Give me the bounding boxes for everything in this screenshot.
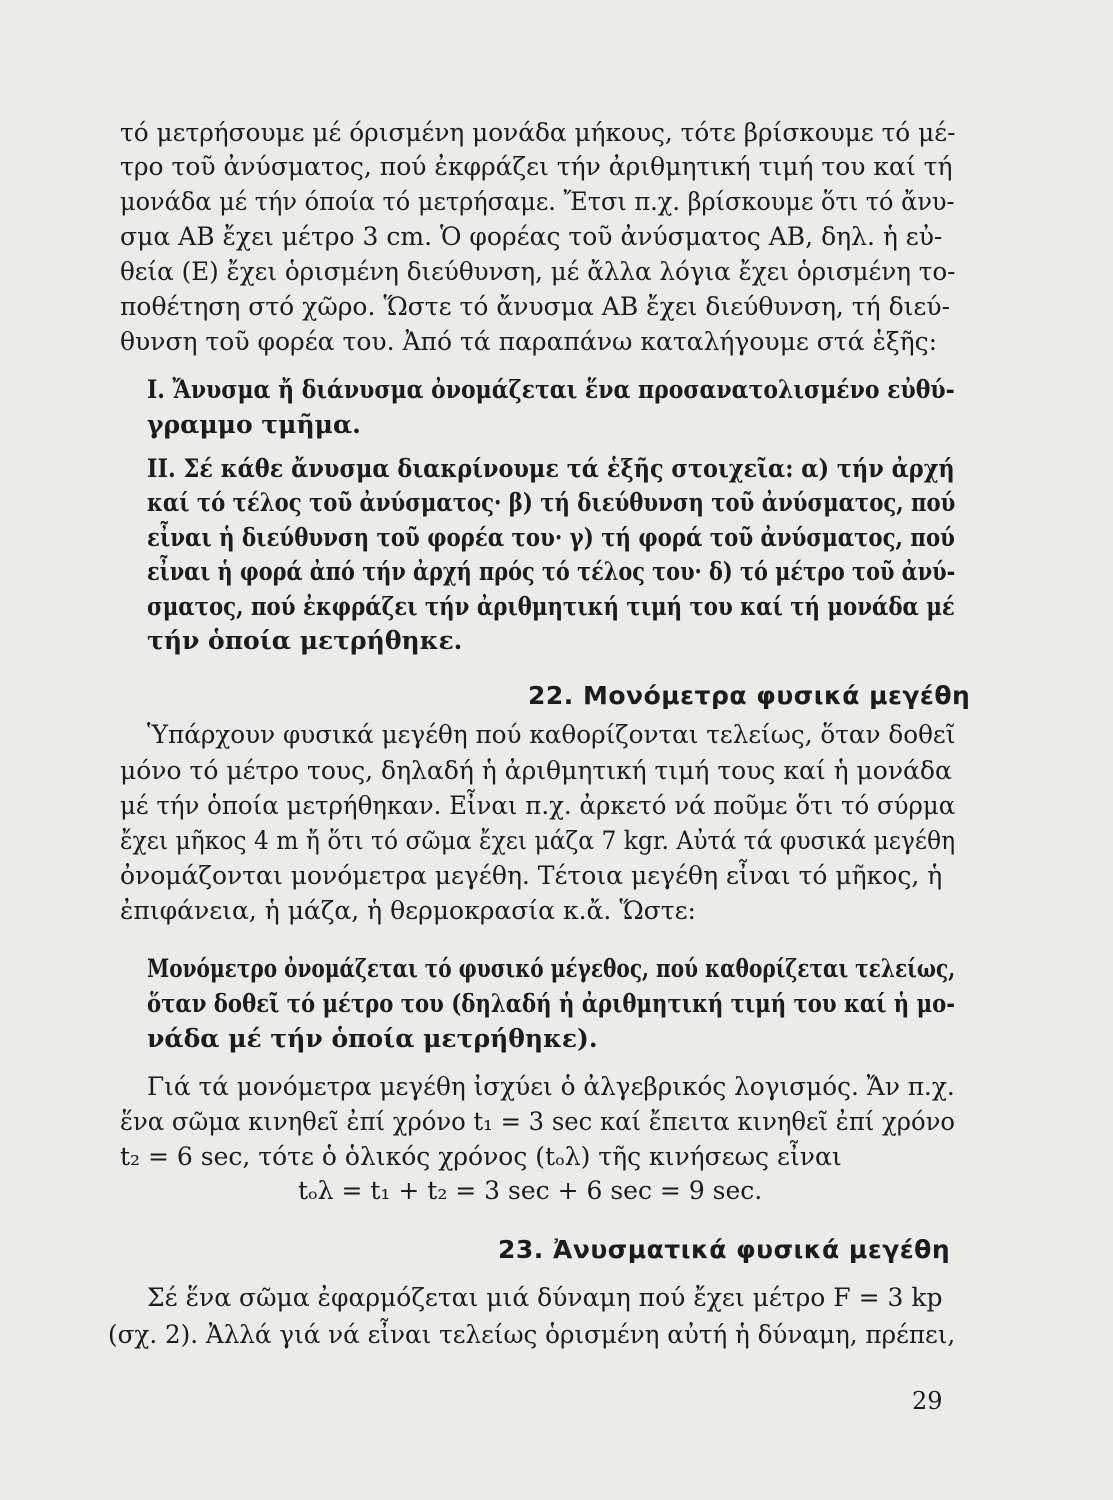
text-line: Σέ ἕνα σῶμα ἐφαρμόζεται μιά δύναμη πού ἔχει μέτρο F = 3 kp bbox=[147, 1283, 943, 1312]
text-line: ἐπιφάνεια, ἡ μάζα, ἡ θερμοκρασία κ.ἄ. Ὥστε: bbox=[120, 896, 696, 925]
rule-line: Ι. Ἄνυσμα ἤ διάνυσμα ὀνομάζεται ἕνα προσανατολισμένο εὐθύ- bbox=[147, 375, 955, 404]
page-number: 29 bbox=[912, 1387, 943, 1415]
text-line: τρο τοῦ ἀνύσματος, πού ἐκφράζει τήν ἀριθμητική τιμή του καί τή bbox=[120, 152, 953, 181]
rule-line: σματος, πού ἐκφράζει τήν ἀριθμητική τιμή του καί τή μονάδα μέ bbox=[147, 592, 955, 621]
rule-line: τήν ὁποία μετρήθηκε. bbox=[147, 626, 463, 655]
text-line: ποθέτηση στό χῶρο. Ὥστε τό ἄνυσμα ΑΒ ἔχει διεύθυνση, τή διεύ- bbox=[120, 292, 951, 321]
definition-line: ὅταν δοθεῖ τό μέτρο του (δηλαδή ἡ ἀριθμητική τιμή του καί ἡ μο- bbox=[147, 989, 956, 1018]
text-line: μόνο τό μέτρο τους, δηλαδή ἡ ἀριθμητική τιμή τους καί ἡ μονάδα bbox=[120, 756, 952, 785]
definition-line: Μονόμετρο ὀνομάζεται τό φυσικό μέγεθος, πού καθορίζεται τελείως, bbox=[147, 954, 956, 983]
definition-line: νάδα μέ τήν ὁποία μετρήθηκε). bbox=[147, 1024, 598, 1053]
text-line: μονάδα μέ τήν όποία τό μετρήσαμε. Ἔτσι π.χ. βρίσκουμε ὅτι τό ἄνυ- bbox=[120, 187, 955, 216]
text-line: t₂ = 6 sec, τότε ὁ ὁλικός χρόνος (tₒλ) τῆς κινήσεως εἶναι bbox=[120, 1142, 842, 1171]
rule-line: καί τό τέλος τοῦ ἀνύσματος· β) τή διεύθυνση τοῦ ἀνύσματος, πού bbox=[147, 488, 956, 517]
text-line: ὀνομάζονται μονόμετρα μεγέθη. Τέτοια μεγέθη εἶναι τό μῆκος, ἡ bbox=[120, 861, 943, 890]
text-line: ἕνα σῶμα κινηθεῖ ἐπί χρόνο t₁ = 3 sec καί ἔπειτα κινηθεῖ ἐπί χρόνο bbox=[120, 1107, 955, 1136]
text-line: σμα ΑΒ ἔχει μέτρο 3 cm. Ὁ φορέας τοῦ ἀνύσματος ΑΒ, δηλ. ἡ εὐ- bbox=[120, 222, 943, 251]
rule-line: ΙΙ. Σέ κάθε ἄνυσμα διακρίνουμε τά ἑξῆς στοιχεῖα: α) τήν ἀρχή bbox=[147, 454, 955, 483]
text-line: μέ τήν ὁποία μετρήθηκαν. Εἶναι π.χ. ἀρκετό νά ποῦμε ὅτι τό σύρμα bbox=[120, 791, 956, 820]
rule-line: γραμμο τμῆμα. bbox=[147, 410, 361, 439]
rule-line: εἶναι ἡ φορά ἀπό τήν ἀρχή πρός τό τέλος του· δ) τό μέτρο τοῦ ἀνύ- bbox=[147, 557, 956, 586]
text-line: Ὑπάρχουν φυσικά μεγέθη πού καθορίζονται τελείως, ὅταν δοθεῖ bbox=[147, 720, 956, 749]
text-line: θεία (Ε) ἔχει ὁρισμένη διεύθυνση, μέ ἄλλα λόγια ἔχει ὁρισμένη το- bbox=[120, 257, 956, 286]
text-line: (σχ. 2). Ἀλλά γιά νά εἶναι τελείως ὁρισμένη αὐτή ἡ δύναμη, πρέπει, bbox=[108, 1320, 956, 1349]
section-23-heading: 23. Ἀνυσματικά φυσικά μεγέθη bbox=[498, 1235, 951, 1264]
equation: tₒλ = t₁ + t₂ = 3 sec + 6 sec = 9 sec. bbox=[298, 1176, 763, 1205]
section-22-heading: 22. Μονόμετρα φυσικά μεγέθη bbox=[528, 681, 971, 710]
text-line: θυνση τοῦ φορέα του. Ἀπό τά παραπάνω καταλήγουμε στά ἑξῆς: bbox=[120, 327, 938, 356]
text-line: ἔχει μῆκος 4 m ἤ ὅτι τό σῶμα ἔχει μάζα 7 kgr. Αὐτά τά φυσικά μεγέθη bbox=[120, 826, 956, 855]
text-line: τό μετρήσουμε μέ όρισμένη μονάδα μήκους, τότε βρίσκουμε τό μέ- bbox=[120, 118, 956, 147]
text-line: Γιά τά μονόμετρα μεγέθη ἰσχύει ὁ ἀλγεβρικός λογισμός. Ἄν π.χ. bbox=[147, 1072, 955, 1101]
rule-line: εἶναι ἡ διεύθυνση τοῦ φορέα του· γ) τή φορά τοῦ ἀνύσματος, πού bbox=[147, 523, 955, 552]
